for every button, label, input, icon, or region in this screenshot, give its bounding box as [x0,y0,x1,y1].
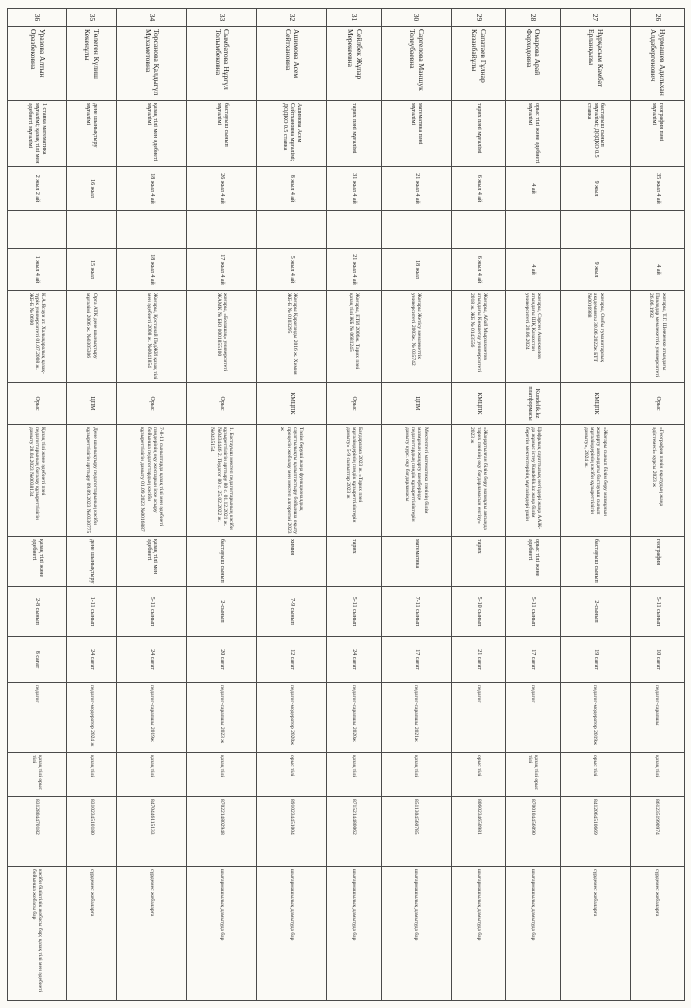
position: 1 ставка математика мұғалімі; қазақ тілі мен әдебиеті мұғалімі [8,101,67,167]
class-range: 2-8 сынып [8,587,67,637]
row-number: 36 [8,9,67,27]
total-experience: 31 жыл 4 ай [327,167,381,211]
education: Жоғары, Қостанай ПедЖИ қазақ тілі мен әдебиеті 2008 ж. №0041854 [117,291,187,383]
position: география пәні мұғалімі [630,101,684,167]
pedagogical-experience [506,211,560,249]
class-range: 5-11 сынып [630,587,684,637]
teaching-language: қазақ тілі орыс тілі [506,753,560,797]
pedagogical-experience [451,211,505,249]
hours: 8 сағат [8,637,67,683]
table-row [451,9,505,1001]
course-provider: КМЦПК [560,383,630,425]
category: педагог-модератор 2024 ж [66,683,116,753]
total-experience: 26 жыл 4 ай [187,167,257,211]
teacher-name: Сапатаев Гұлнар Казанбайұлы [451,27,505,101]
class-range: 5-11 сынып [506,587,560,637]
award-note: сүрдемес жобаларға [560,867,630,1001]
school-experience: 18 жыл [381,249,451,291]
row-number: 28 [506,9,560,27]
teacher-name: Төлеген Күлиш Кекенұлы [66,27,116,101]
category: педагог-модератор 2020ж [257,683,327,753]
pedagogical-experience [257,211,327,249]
class-range: 2-сынып [187,587,257,637]
row-number: 30 [381,9,451,27]
subject: география [630,537,684,587]
award-note: шығармашылық дамытуда бар [381,867,451,1001]
table-row [381,9,451,1001]
total-experience: 9 жыл [560,167,630,211]
teaching-language: орыс тілі [451,753,505,797]
courses: Мектептегі математика пәнінің білім мазмұнын жаңарту шеңберінде педагогтардың пәндік құзыреттіліктерін дамыту курс. оқу бағдарламасы [381,425,451,537]
phone: 8715214480062 [327,797,381,867]
pedagogical-experience [560,211,630,249]
courses: Қазақ тілі және әдебиеті пәні педагогтарының бағалау құзыреттілігін дамыту 28.04.2023 №0038134 [8,425,67,537]
hours: 17 сағат [506,637,560,683]
teacher-name: Сейлбек Жұпар Мерекеевна [327,27,381,101]
award-note: шығармашылық дамытуда бар [451,867,505,1001]
teacher-name: Саргелова Маншук Толеубаевна [381,27,451,101]
pedagogical-experience [381,211,451,249]
courses: Цифрлық сауаттылық негіздері жаңа ААЖ-да жұмыс істеу Kundelik.kz жаңа білім беретін мектептерінің мұғалімдері үшін [506,425,560,537]
row-number: 35 [66,9,116,27]
subject: химия [257,537,327,587]
phone: 8702214802948 [187,797,257,867]
school-experience: 18 жыл 4 ай [117,249,187,291]
pedagogical-experience [66,211,116,249]
category: педагог-сарапшы 2019ж [117,683,187,753]
total-experience: 21 жыл 4 ай [381,167,451,211]
courses: Бағдарлама 2023 ж. «Тарих пәні мұғалімдерінің пәндік құзыреттіліктерін дамыту» 5-9 сыныптар 2023 ж [327,425,381,537]
course-provider: ЦПМ [66,383,116,425]
course-provider: Kundelik.kz платформасы [506,383,560,425]
education: жоғары, Сәрсен Аманжолов атындағы ШҚ Казахстан университеті 20.06.2024 [506,291,560,383]
teaching-language: қазақ тілі орыс тілі [8,753,67,797]
school-experience: 6 жыл 4 ай [451,249,505,291]
table-row [560,9,630,1001]
table-row [117,9,187,1001]
position: орыс тілі және әдебиеті мұғалімі [506,101,560,167]
award-note: шығармашылық дамытуда бар [506,867,560,1001]
table-row [630,9,684,1001]
subject: дене шынықтыру [66,537,116,587]
row-number: 29 [451,9,505,27]
award-note: шығармашылық дамытуда бар [257,867,327,1001]
teacher-name: Ашимова Асем Сейтхановна [257,27,327,101]
position: тарих пәні мұғалімі [451,101,505,167]
courses: 1. Бастауыш мектеп педагогтарының кәсіби құзыреттілігін арттыру 80 с. 01.12.2021 ж. №0434446 2. Педагог 80 с. 25.02.2022 ж. №0435154 [187,425,257,537]
subject: бастауыш сынып [560,537,630,587]
school-experience: 21 жыл 4 ай [327,249,381,291]
staff-table [7,8,685,1001]
position: бастауыш сынып мұғалімі; ДОДКО 0.5 ставка [560,101,630,167]
hours: 17 сағат [381,637,451,683]
row-number: 31 [327,9,381,27]
phone: 8612351990974 [630,797,684,867]
course-provider: Орыс [327,383,381,425]
teaching-language: орыс тілі [257,753,327,797]
subject: тарих [451,537,505,587]
award-note: сүрдемес жобаларға [117,867,187,1001]
award-note: кәсіби біліктілік жобасы бар; қазақ тілі мен әдебиеті бойынша жобасы бар [8,867,67,1001]
course-provider: ЦПМ [381,383,451,425]
category: педагог-модератор 2019ж [560,683,630,753]
phone: 8310234510180 [66,797,116,867]
category: педагог [451,683,505,753]
education: жоғары, Омбы гуманитарлық академиясы 30.06.2022ж БТТ №0016988 [560,291,630,383]
row-number: 34 [117,9,187,27]
hours: 19 сағат [560,637,630,683]
teacher-name: Уразова Алтын Оразбековна [8,27,67,101]
course-provider: Орыс [630,383,684,425]
subject: тарих [327,537,381,587]
course-provider: Орыс [187,383,257,425]
pedagogical-experience [327,211,381,249]
subject: математика [381,537,451,587]
total-experience: 6 жыл 4 ай [451,167,505,211]
school-experience: 5 жыл 4 ай [257,249,327,291]
class-range: 1-11 сынып [66,587,116,637]
courses: «Жоғары сынып білім беру мазмұнын жаңарту аясындағы бастауыш сынып мұғалімдерінің кәсіби құзыреттілігін дамыту», 2024 ж. [560,425,630,537]
table-row [187,9,257,1001]
table-row [8,9,67,1001]
hours: 24 сағат [117,637,187,683]
education: К.А.Ясауи ат. Халықаралық қазақ-түрік университеті 01.07.2008 ж. ЖБ-Б № 0690 [8,291,67,383]
table-row [257,9,327,1001]
class-range: 5-11 сынып [327,587,381,637]
school-experience: 1 жыл 4 ай [8,249,67,291]
teaching-language: орыс тілі [560,753,630,797]
education: Орта АТК дене шынықтыру мұғалімі 2006 ж. №0305306 [66,291,116,383]
course-provider: Орыс [117,383,187,425]
class-range: 7-9 сынып [257,587,327,637]
teacher-name: Сымбатова Нұргүл Толымбековна [187,27,257,101]
pedagogical-experience [630,211,684,249]
education: Жоғары Қарағанды 2016 ж. Химия ЖБ-Б № 0103295 [257,291,327,383]
row-number: 32 [257,9,327,27]
total-experience: 18 жыл 4 ай [117,167,187,211]
teaching-language: қазақ тілі [327,753,381,797]
category: педагог-сарапшы 2020ж [327,683,381,753]
position: математика пәні мұғалімі [381,101,451,167]
position: дене шынықтыру мұғалімі [66,101,116,167]
pedagogical-experience [8,211,67,249]
teacher-name: Нұрқасым Камбат Ерланқызы [560,27,630,101]
teacher-name: Торсанова Қалдыгүл Мұхаметовна [117,27,187,101]
phone: 8060234650981 [451,797,505,867]
table-row [506,9,560,1001]
hours: 21 сағат [451,637,505,683]
class-range: 2-сынып [560,587,630,637]
hours: 20 сағат [187,637,257,683]
courses: 7-8-11 сыныптарда қазақ тілі мен әдебиеті пәндерінің оқу жоспарын іске асыру бойынша педагогтардың кәсіби құзыреттілігін дамыту 01.09.2023 №0016887 [117,425,187,537]
table-row [66,9,116,1001]
school-experience: 15 жыл [66,249,116,291]
courses: Дене шынықтыру педагогтарының кәсіби құзыреттілігін арттыру 09.09.2023 №0330775 [66,425,116,537]
education: жоғары, «Болашақ» университеті ЖАМК № БЮ 0001855100 [187,291,257,383]
courses: Тәлім беруші жаңа функционалдық сауаттылықты қалыптастыру бойынша оқыту процесін жобалау мен мектеп алгоритмі 2023 ж [257,425,327,537]
course-provider: КМЦПК [451,383,505,425]
phone: 8910234451004 [257,797,327,867]
class-range: 5-10 сынып [451,587,505,637]
category: педагог-сарапшы 2021ж [381,683,451,753]
category: педагог [506,683,560,753]
position: Ашимова Асем Сейтхановна мұғалімі; ДОДКО 0.5 ставка [257,101,327,167]
subject: бастауыш сынып [187,537,257,587]
hours: 24 сағат [327,637,381,683]
phone: 8470446115133 [117,797,187,867]
school-experience: 9 жыл [560,249,630,291]
hours: 24 сағат [66,637,116,683]
school-experience: 4 ай [506,249,560,291]
award-note: сүрдемес жобаларға [630,867,684,1001]
table-row [327,9,381,1001]
class-range: 7-11 сынып [381,587,451,637]
course-provider: КМЦПК [257,383,327,425]
award-note: сүрдемес жобаларға [66,867,116,1001]
position: тарих пәні мұғалімі [327,101,381,167]
phone: 8412064510669 [560,797,630,867]
row-number: 26 [630,9,684,27]
teaching-language: қазақ тілі [66,753,116,797]
hours: 12 сағат [257,637,327,683]
position: бастауыш сынып мұғалімі [187,101,257,167]
subject: қазақ тілі мен әдебиеті [117,537,187,587]
teaching-language: қазақ тілі [381,753,451,797]
school-experience: 17 жыл 4 ай [187,249,257,291]
position: қазақ тілі мен әдебиеті мұғалімі [117,101,187,167]
pedagogical-experience [117,211,187,249]
phone: 8312804470182 [8,797,67,867]
hours: 10 сағат [630,637,684,683]
total-experience: 2 жыл 2 ай [8,167,67,211]
row-number: 33 [187,9,257,27]
courses: «География пәнін оқытудың жаңа әдістемесі» курсы 2023 ж [630,425,684,537]
education: жоғары, Т.Г. Шевченко атындағы Павлодар мемлекеттік университеті 26.06.1992 [630,291,684,383]
row-number: 27 [560,9,630,27]
total-experience: 35 жыл 4 ай [630,167,684,211]
teaching-language: қазақ тілі [630,753,684,797]
class-range: 5-11 сынып [117,587,187,637]
teacher-name: Нурмашев Адильхан Алдабергенович [630,27,684,101]
education: Жоғары Жетісу мемлекеттік университеті 2003ж. № 035742 [381,291,451,383]
teacher-name: Омарова Арай Фарходовна [506,27,560,101]
total-experience: 4 ай [506,167,560,211]
total-experience: 16 жыл [66,167,116,211]
award-note: шығармашылық дамытуда бар [187,867,257,1001]
school-experience: 4 ай [630,249,684,291]
category: педагог-сарапшы [630,683,684,753]
category: педагог [8,683,67,753]
teaching-language: қазақ тілі [187,753,257,797]
subject: қазақ тілі және әдебиеті [8,537,67,587]
pedagogical-experience [187,211,257,249]
category: педагог-сарапшы 2023 ж [187,683,257,753]
phone: 8511304560785 [381,797,451,867]
teaching-language: қазақ тілі [117,753,187,797]
phone: 8700104456090 [506,797,560,867]
subject: орыс тілі және әдебиеті [506,537,560,587]
education: Жоғары, Абай Мырзахметов атындағы Көкшетау университеті 2018 ж. ЖБ № 0143556 [451,291,505,383]
award-note: шығармашылық дамытуда бар [327,867,381,1001]
course-provider: Орыс [8,383,67,425]
education: Жоғары, ЕТИ 2006ж. Тарих пәні қазақ тілі ЖБ № 0681245 [327,291,381,383]
total-experience: 8 жыл 4 ай [257,167,327,211]
courses: «Жаңартылған білім беру мазмұны аясында тарих пәнінің оқу бағдарламасын енгізу» 2023 ж [451,425,505,537]
